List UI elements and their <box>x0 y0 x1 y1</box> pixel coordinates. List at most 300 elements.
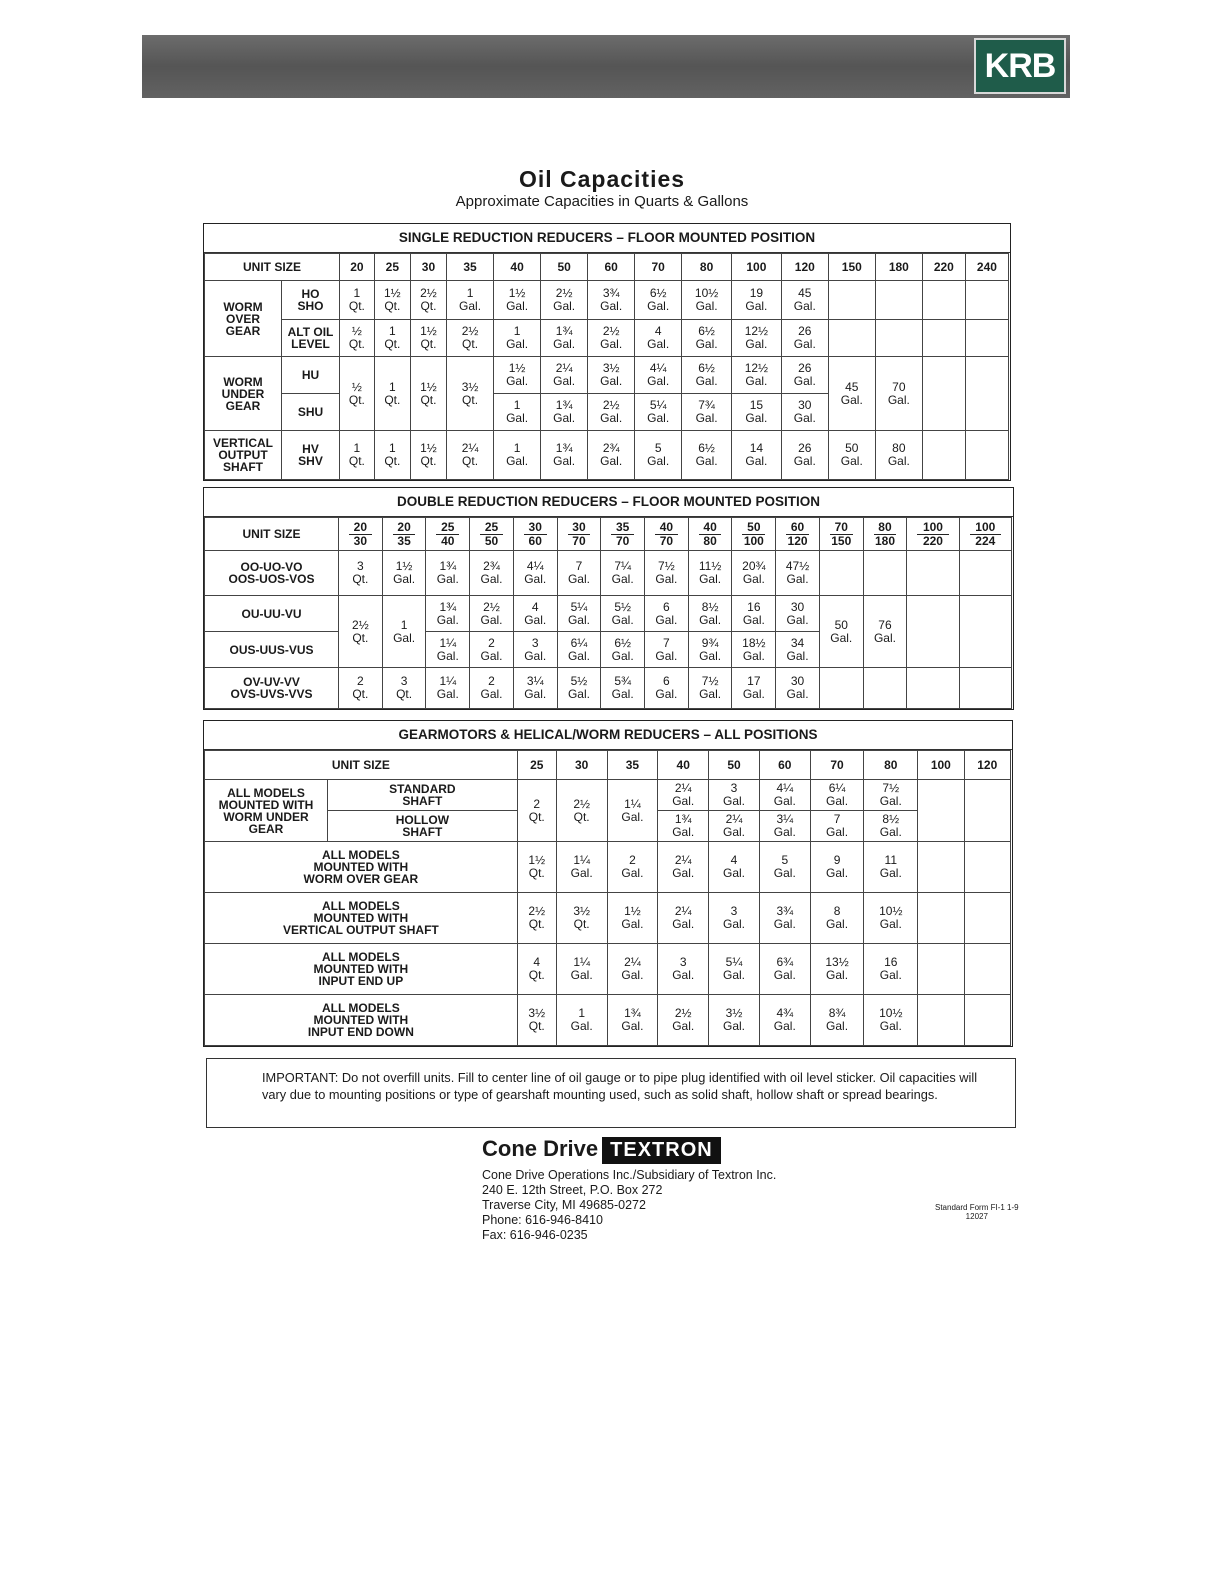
size-cell: 25 <box>517 751 556 780</box>
table-cell: 1¼ Gal. <box>556 944 607 995</box>
size-bottom: 120 <box>787 533 808 548</box>
size-top: 40 <box>699 521 722 535</box>
double-reduction-section <box>203 487 1014 710</box>
table-cell: 1¼ Gal. <box>556 842 607 893</box>
table-cell: 3¼ Gal. <box>759 811 810 842</box>
size-cell: 25 <box>374 254 410 281</box>
textron-logo: TEXTRON <box>602 1137 721 1164</box>
table-cell: 2½ Qt. <box>410 281 446 320</box>
table-cell: 4¼ Gal. <box>759 780 810 811</box>
empty-cell <box>828 320 875 357</box>
size-cell: 20 <box>340 254 375 281</box>
table-cell: 1 Qt. <box>374 431 410 480</box>
size-cell: 240 <box>965 254 1008 281</box>
size-cell: 40 <box>658 751 709 780</box>
size-cell <box>863 518 907 551</box>
cone-drive-logo <box>482 1136 776 1164</box>
size-cell: 220 <box>922 254 965 281</box>
size-cell: 50 <box>541 254 588 281</box>
table-cell: 4 Gal. <box>513 596 557 632</box>
table-cell: 9¾ Gal. <box>688 632 732 668</box>
size-bottom: 40 <box>441 533 455 548</box>
empty-cell <box>922 320 965 357</box>
table-cell: 3¼ Gal. <box>513 668 557 709</box>
table-cell: 1¼ Gal. <box>426 668 470 709</box>
phone: Phone: 616-946-8410 <box>482 1213 603 1227</box>
size-cell <box>776 518 820 551</box>
table-cell: 3 Gal. <box>709 893 760 944</box>
table-cell: 2 Gal. <box>470 632 514 668</box>
single-caption: SINGLE REDUCTION REDUCERS – FLOOR MOUNTED POSITION <box>204 224 1010 253</box>
size-cell <box>688 518 732 551</box>
table-cell: 1¾ Gal. <box>541 320 588 357</box>
table-cell: 7 Gal. <box>557 551 601 596</box>
size-cell: 120 <box>964 751 1010 780</box>
table-cell: 1½ Gal. <box>494 281 541 320</box>
empty-cell <box>964 842 1010 893</box>
size-cell: 100 <box>731 254 781 281</box>
table-cell: 70 Gal. <box>875 357 922 431</box>
unit-size-label: UNIT SIZE <box>205 254 340 281</box>
size-bottom: 180 <box>874 533 895 548</box>
table-cell: 1 Gal. <box>494 320 541 357</box>
header-row <box>205 751 1011 780</box>
table-cell: 12½ Gal. <box>731 320 781 357</box>
table-cell: 4¾ Gal. <box>759 995 810 1046</box>
empty-cell <box>959 551 1011 596</box>
size-bottom: 35 <box>397 533 411 548</box>
size-cell <box>513 518 557 551</box>
table-cell: 8 Gal. <box>810 893 864 944</box>
empty-cell <box>922 357 965 431</box>
size-cell: 60 <box>588 254 635 281</box>
model-label: ALL MODELS MOUNTED WITH INPUT END DOWN <box>205 995 518 1046</box>
empty-cell <box>965 320 1008 357</box>
table-cell: 30 Gal. <box>781 394 828 431</box>
table-cell: 1¾ Gal. <box>541 394 588 431</box>
empty-cell <box>828 281 875 320</box>
table-cell: 11 Gal. <box>864 842 918 893</box>
size-bottom: 80 <box>703 533 717 548</box>
size-cell <box>601 518 645 551</box>
size-cell <box>732 518 776 551</box>
table-cell: 7¼ Gal. <box>601 551 645 596</box>
table-cell: 1 Gal. <box>494 431 541 480</box>
table-cell: 1 Gal. <box>556 995 607 1046</box>
table-cell: 9 Gal. <box>810 842 864 893</box>
table-cell: 30 Gal. <box>776 668 820 709</box>
table-cell: 7½ Gal. <box>645 551 689 596</box>
table-cell: 6 Gal. <box>645 668 689 709</box>
size-bottom: 30 <box>353 533 368 548</box>
model-label: ALL MODELS MOUNTED WITH INPUT END UP <box>205 944 518 995</box>
table-cell: 50 Gal. <box>828 431 875 480</box>
size-cell: 30 <box>410 254 446 281</box>
size-cell <box>470 518 514 551</box>
table-cell: 5¼ Gal. <box>709 944 760 995</box>
table-cell: 2½ Qt. <box>556 780 607 842</box>
table-cell: 5¾ Gal. <box>601 668 645 709</box>
size-top: 35 <box>611 521 634 535</box>
table-cell: 10½ Gal. <box>864 893 918 944</box>
table-cell: 26 Gal. <box>781 357 828 394</box>
table-cell: 76 Gal. <box>863 596 907 668</box>
single-reduction-section <box>203 223 1011 481</box>
table-cell: 3 Gal. <box>658 944 709 995</box>
brand-name: Cone Drive <box>482 1136 599 1161</box>
size-bottom: 70 <box>615 533 630 548</box>
table-cell: 2½ Gal. <box>588 320 635 357</box>
table-cell: 2 Qt. <box>339 668 383 709</box>
hu-label: HU <box>282 357 340 394</box>
fax: Fax: 616-946-0235 <box>482 1228 588 1242</box>
table-cell: 3½ Qt. <box>556 893 607 944</box>
table-cell: 8¾ Gal. <box>810 995 864 1046</box>
size-cell <box>645 518 689 551</box>
size-top: 80 <box>874 521 897 535</box>
oo-label: OO-UO-VO OOS-UOS-VOS <box>205 551 339 596</box>
table-cell: 2½ Gal. <box>470 596 514 632</box>
table-cell: 14 Gal. <box>731 431 781 480</box>
gear-table <box>204 750 1011 1046</box>
table-cell: 1¾ Gal. <box>607 995 658 1046</box>
table-cell: 3½ Gal. <box>588 357 635 394</box>
empty-cell <box>918 944 964 995</box>
table-cell: 7¾ Gal. <box>682 394 732 431</box>
empty-cell <box>964 780 1010 842</box>
header-row <box>205 254 1009 281</box>
table-cell: 17 Gal. <box>732 668 776 709</box>
table-cell: 5¼ Gal. <box>557 596 601 632</box>
table-cell: 11½ Gal. <box>688 551 732 596</box>
table-cell: 3 Gal. <box>709 780 760 811</box>
table-cell: 5¼ Gal. <box>635 394 682 431</box>
table-cell: 5 Gal. <box>635 431 682 480</box>
unit-size-label: UNIT SIZE <box>205 518 339 551</box>
table-cell: 2½ Qt. <box>339 596 383 668</box>
table-cell: 1¾ Gal. <box>658 811 709 842</box>
size-cell: 150 <box>828 254 875 281</box>
size-bottom: 70 <box>659 533 674 548</box>
size-cell: 50 <box>709 751 760 780</box>
ho-label: HO SHO <box>282 281 340 320</box>
table-cell: 7 Gal. <box>645 632 689 668</box>
alt-oil-label: ALT OIL LEVEL <box>282 320 340 357</box>
empty-cell <box>965 281 1008 320</box>
ou-label: OU-UU-VU <box>205 596 339 632</box>
table-cell: 4¼ Gal. <box>513 551 557 596</box>
address <box>482 1168 776 1243</box>
ov-row <box>205 668 1012 709</box>
size-top: 40 <box>655 521 678 535</box>
table-cell: 47½ Gal. <box>776 551 820 596</box>
double-caption: DOUBLE REDUCTION REDUCERS – FLOOR MOUNTED POSITION <box>204 488 1013 517</box>
size-bottom: 100 <box>743 533 764 548</box>
hv-label: HV SHV <box>282 431 340 480</box>
table-cell: 3 Gal. <box>513 632 557 668</box>
table-cell: 2 Gal. <box>470 668 514 709</box>
table-cell: 6½ Gal. <box>682 357 732 394</box>
size-cell: 35 <box>607 751 658 780</box>
size-top: 20 <box>349 521 372 535</box>
size-top: 100 <box>970 521 1001 535</box>
empty-cell <box>863 551 907 596</box>
size-bottom: 220 <box>922 533 943 548</box>
form-line2: 12027 <box>965 1212 988 1221</box>
unit-size-label: UNIT SIZE <box>205 751 518 780</box>
address-line2: 240 E. 12th Street, P.O. Box 272 <box>482 1183 663 1197</box>
size-top: 25 <box>436 521 459 535</box>
size-bottom: 150 <box>831 533 852 548</box>
table-cell: 2½ Qt. <box>517 893 556 944</box>
empty-cell <box>922 281 965 320</box>
table-cell: 1½ Qt. <box>410 357 446 431</box>
empty-cell <box>819 668 863 709</box>
worm-under-label: ALL MODELS MOUNTED WITH WORM UNDER GEAR <box>205 780 328 842</box>
table-cell: 16 Gal. <box>732 596 776 632</box>
table-cell: 20¾ Gal. <box>732 551 776 596</box>
size-cell: 40 <box>494 254 541 281</box>
table-cell: 5½ Gal. <box>601 596 645 632</box>
krb-logo: KRB <box>974 38 1066 94</box>
empty-cell <box>907 596 959 668</box>
table-cell: 7½ Gal. <box>864 780 918 811</box>
table-cell: 3½ Qt. <box>517 995 556 1046</box>
size-cell: 120 <box>781 254 828 281</box>
header-banner <box>142 35 1070 98</box>
table-cell: 34 Gal. <box>776 632 820 668</box>
table-cell: 1¾ Gal. <box>541 431 588 480</box>
empty-cell <box>875 281 922 320</box>
size-cell: 100 <box>918 751 964 780</box>
double-table <box>204 517 1012 709</box>
size-cell <box>339 518 383 551</box>
table-cell: 1 Qt. <box>374 357 410 431</box>
size-cell: 70 <box>635 254 682 281</box>
empty-cell <box>918 893 964 944</box>
table-cell: 6 Gal. <box>645 596 689 632</box>
empty-cell <box>907 668 959 709</box>
size-top: 100 <box>917 521 948 535</box>
table-cell: 1½ Qt. <box>410 431 446 480</box>
table-cell: 1¼ Gal. <box>607 780 658 842</box>
r2-row <box>205 842 1011 893</box>
empty-cell <box>959 596 1011 668</box>
table-cell: 10½ Gal. <box>864 995 918 1046</box>
table-cell: 1½ Qt. <box>410 320 446 357</box>
single-table <box>204 253 1009 480</box>
table-cell: 1½ Gal. <box>607 893 658 944</box>
table-cell: 26 Gal. <box>781 320 828 357</box>
model-label: ALL MODELS MOUNTED WITH WORM OVER GEAR <box>205 842 518 893</box>
model-label: ALL MODELS MOUNTED WITH VERTICAL OUTPUT SHAFT <box>205 893 518 944</box>
size-bottom: 50 <box>484 533 499 548</box>
table-cell: 13½ Gal. <box>810 944 864 995</box>
ous-label: OUS-UUS-VUS <box>205 632 339 668</box>
table-cell: 2½ Gal. <box>658 995 709 1046</box>
empty-cell <box>819 551 863 596</box>
table-cell: 5½ Gal. <box>557 668 601 709</box>
empty-cell <box>918 780 964 842</box>
table-cell: 6¼ Gal. <box>810 780 864 811</box>
size-cell: 80 <box>682 254 732 281</box>
empty-cell <box>965 357 1008 431</box>
table-cell: 3 Qt. <box>339 551 383 596</box>
table-cell: 1 Qt. <box>340 431 375 480</box>
table-cell: 26 Gal. <box>781 431 828 480</box>
table-cell: 6½ Gal. <box>682 431 732 480</box>
table-cell: 2½ Qt. <box>447 320 494 357</box>
empty-cell <box>959 668 1011 709</box>
size-cell <box>907 518 959 551</box>
table-cell: 3 Qt. <box>382 668 426 709</box>
table-cell: ½ Qt. <box>340 320 375 357</box>
table-cell: 7 Gal. <box>810 811 864 842</box>
table-cell: 2¼ Gal. <box>658 842 709 893</box>
table-cell: 10½ Gal. <box>682 281 732 320</box>
size-top: 60 <box>786 521 809 535</box>
size-top: 20 <box>393 521 416 535</box>
table-cell: 1 Qt. <box>340 281 375 320</box>
table-cell: 3½ Qt. <box>447 357 494 431</box>
size-bottom: 60 <box>528 533 542 548</box>
table-cell: 1½ Gal. <box>494 357 541 394</box>
table-cell: 19 Gal. <box>731 281 781 320</box>
gear-caption: GEARMOTORS & HELICAL/WORM REDUCERS – ALL POSITIONS <box>204 721 1012 750</box>
header-row <box>205 518 1012 551</box>
table-cell: 1½ Gal. <box>382 551 426 596</box>
table-cell: 80 Gal. <box>875 431 922 480</box>
table-cell: 1¾ Gal. <box>426 551 470 596</box>
ou-row <box>205 596 1012 632</box>
table-cell: 2¼ Qt. <box>447 431 494 480</box>
oo-row <box>205 551 1012 596</box>
page-subtitle: Approximate Capacities in Quarts & Gallons <box>455 193 749 210</box>
size-bottom: 70 <box>572 533 586 548</box>
table-cell: 2¼ Gal. <box>541 357 588 394</box>
table-cell: 4¼ Gal. <box>635 357 682 394</box>
page-title: Oil Capacities <box>518 166 686 192</box>
table-cell: 2¼ Gal. <box>709 811 760 842</box>
size-cell: 70 <box>810 751 864 780</box>
size-cell: 180 <box>875 254 922 281</box>
table-cell: 4 Qt. <box>517 944 556 995</box>
table-cell: 12½ Gal. <box>731 357 781 394</box>
size-cell: 30 <box>556 751 607 780</box>
table-cell: 7½ Gal. <box>688 668 732 709</box>
size-top: 70 <box>830 521 853 535</box>
table-cell: 2¼ Gal. <box>658 780 709 811</box>
form-line1: Standard Form FI-1 1-9 <box>935 1203 1019 1212</box>
worm-under-row <box>205 357 1009 394</box>
empty-cell <box>964 893 1010 944</box>
size-cell: 60 <box>759 751 810 780</box>
size-top: 50 <box>742 521 765 535</box>
vertical-label: VERTICAL OUTPUT SHAFT <box>205 431 282 480</box>
table-cell: 2 Gal. <box>607 842 658 893</box>
worm-over-label: WORM OVER GEAR <box>205 281 282 357</box>
ov-label: OV-UV-VV OVS-UVS-VVS <box>205 668 339 709</box>
empty-cell <box>965 431 1008 480</box>
address-line1: Cone Drive Operations Inc./Subsidiary of Textron Inc. <box>482 1168 777 1182</box>
table-cell: 16 Gal. <box>864 944 918 995</box>
empty-cell <box>922 431 965 480</box>
table-cell: 1 Gal. <box>447 281 494 320</box>
empty-cell <box>863 668 907 709</box>
table-cell: 1 Gal. <box>494 394 541 431</box>
worm-over-row <box>205 281 1009 320</box>
table-cell: 2¾ Gal. <box>470 551 514 596</box>
table-cell: 2¼ Gal. <box>607 944 658 995</box>
table-cell: 1¼ Gal. <box>426 632 470 668</box>
empty-cell <box>964 944 1010 995</box>
table-cell: ½ Qt. <box>340 357 375 431</box>
table-cell: 3½ Gal. <box>709 995 760 1046</box>
table-cell: 6¼ Gal. <box>557 632 601 668</box>
empty-cell <box>875 320 922 357</box>
table-cell: 15 Gal. <box>731 394 781 431</box>
table-cell: 8½ Gal. <box>688 596 732 632</box>
table-cell: 8½ Gal. <box>864 811 918 842</box>
empty-cell <box>918 842 964 893</box>
table-cell: 2¾ Gal. <box>588 431 635 480</box>
table-cell: 1 Qt. <box>374 320 410 357</box>
footer-block <box>482 1136 776 1243</box>
size-bottom: 224 <box>975 533 996 548</box>
table-cell: 50 Gal. <box>819 596 863 668</box>
table-cell: 6¾ Gal. <box>759 944 810 995</box>
table-cell: 2¼ Gal. <box>658 893 709 944</box>
table-cell: 45 Gal. <box>781 281 828 320</box>
r3-row <box>205 893 1011 944</box>
size-cell <box>426 518 470 551</box>
size-cell: 35 <box>447 254 494 281</box>
table-cell: 45 Gal. <box>828 357 875 431</box>
size-top: 25 <box>480 521 503 535</box>
size-cell <box>819 518 863 551</box>
size-cell <box>557 518 601 551</box>
table-cell: 2 Qt. <box>517 780 556 842</box>
gearmotors-section <box>203 720 1013 1047</box>
hollow-shaft-label: HOLLOW SHAFT <box>328 811 518 842</box>
table-cell: 6½ Gal. <box>635 281 682 320</box>
table-cell: 4 Gal. <box>635 320 682 357</box>
size-cell <box>382 518 426 551</box>
table-cell: 30 Gal. <box>776 596 820 632</box>
empty-cell <box>907 551 959 596</box>
table-cell: 6½ Gal. <box>601 632 645 668</box>
important-note: IMPORTANT: Do not overfill units. Fill to center line of oil gauge or to pipe plug identified with oil level sticker. Oil capacities will vary due to mounting positions or type of gearshaft mounting used, such as solid shaft, hollow shaft or spread bearings. <box>206 1058 1016 1128</box>
size-top: 30 <box>524 521 547 535</box>
table-cell: 3¾ Gal. <box>588 281 635 320</box>
table-cell: 1½ Qt. <box>374 281 410 320</box>
table-cell: 3¾ Gal. <box>759 893 810 944</box>
table-cell: 1 Gal. <box>382 596 426 668</box>
worm-under-row <box>205 780 1011 811</box>
size-top: 30 <box>568 521 591 535</box>
size-cell: 80 <box>864 751 918 780</box>
alt-oil-row <box>205 320 1009 357</box>
worm-under-label: WORM UNDER GEAR <box>205 357 282 431</box>
shu-label: SHU <box>282 394 340 431</box>
vertical-row <box>205 431 1009 480</box>
address-line3: Traverse City, MI 49685-0272 <box>482 1198 646 1212</box>
empty-cell <box>918 995 964 1046</box>
table-cell: 1½ Qt. <box>517 842 556 893</box>
r4-row <box>205 944 1011 995</box>
table-cell: 5 Gal. <box>759 842 810 893</box>
table-cell: 18½ Gal. <box>732 632 776 668</box>
